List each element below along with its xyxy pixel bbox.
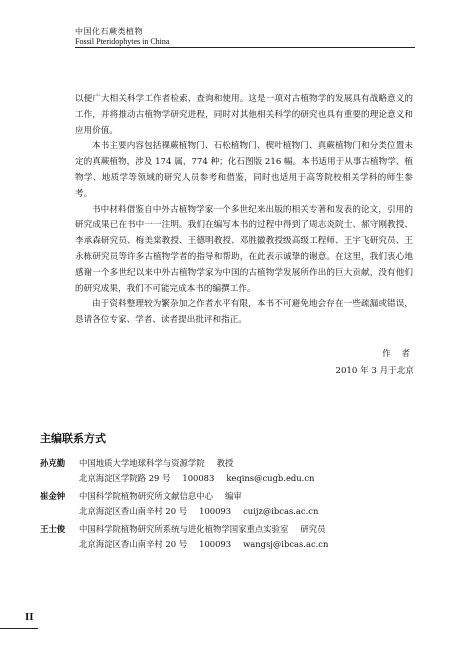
contact-entry	[40, 456, 420, 486]
contact-address: 北京海淀区香山南辛村 20 号	[79, 506, 188, 516]
contact-affiliation: 中国地质大学地球科学与资源学院	[79, 458, 205, 468]
contact-email: cuijz@ibcas.ac.cn	[243, 506, 319, 516]
contact-postcode: 100093	[199, 506, 232, 516]
running-header	[75, 27, 169, 46]
page-number: II	[25, 611, 34, 623]
book-title-en: Fossil Pteridophytes in China	[75, 37, 170, 46]
contact-email: wangsj@ibcas.ac.cn	[243, 539, 329, 549]
contact-affiliation: 中国科学院植物研究所系统与进化植物学国家重点实验室	[79, 524, 289, 534]
header-rule	[75, 47, 415, 48]
contacts-title: 主编联系方式	[40, 432, 106, 445]
preface-date: 2010 年 3 月于北京	[335, 366, 414, 376]
contact-role: 教授	[216, 458, 234, 468]
contact-role: 编审	[225, 491, 242, 501]
contact-name: 崔金钟	[40, 491, 66, 501]
contact-postcode: 100083	[182, 473, 215, 483]
contact-role: 研究员	[300, 524, 326, 534]
book-title-zh: 中国化石蕨类植物	[75, 27, 143, 36]
preface-paragraph: 本书主要内容包括裸蕨植物门、石松植物门、楔叶植物门、真蕨植物门和分类位置未定的真蕨植物，涉及 174 属，774 种；化石图版 216 幅。本书适用于从事古植物学、植物学、地质学等领域的研究人员参考和借鉴，同时也适用于高等院校相关学科的师生参考。	[75, 141, 413, 199]
contact-address: 北京海淀区学院路 29 号	[79, 473, 171, 483]
contact-postcode: 100093	[199, 539, 232, 549]
preface-paragraph: 书中材料借鉴自中外古植物学家一个多世纪来出版的相关专著和发表的论文，引用的研究成果已在书中一一注明。我们在编写本书的过程中得到了周志炎院士、郝守刚教授、李承森研究员、梅美棠教授、王德明教授、邓胜徽教授级高级工程师、王宇飞研究员、王永栋研究员等许多古植物学者的指导和帮助，在此表示诚挚的谢意。在这里，我们衷心地感谢一个多世纪以来中外古植物学家为中国的古植物学发展所作出的巨大贡献，没有他们的研究成果，我们不可能完成本书的编撰工作。	[75, 204, 413, 294]
contact-name: 孙克勤	[40, 458, 66, 468]
contact-name: 王士俊	[40, 524, 66, 534]
contacts-list	[40, 456, 420, 555]
preface-paragraph: 以便广大相关科学工作者检索、查询和使用。这是一项对古植物学的发展具有战略意义的工作，并将推动古植物学研究进程，同时对其他相关科学的研究也具有重要的理论意义和应用价值。	[75, 94, 413, 136]
footer-rule	[0, 628, 38, 629]
preface-signature: 作 者	[382, 349, 414, 359]
contact-entry	[40, 522, 420, 552]
contact-email: keqins@cugb.edu.cn	[226, 473, 315, 483]
contact-entry	[40, 489, 420, 519]
contact-affiliation: 中国科学院植物研究所文献信息中心	[79, 491, 213, 501]
preface-paragraph: 由于资料整理较为繁杂加之作者水平有限，本书不可避免地会存在一些疏漏或错误，恳请各位专家、学者、读者提出批评和指正。	[75, 299, 413, 326]
contact-address: 北京海淀区香山南辛村 20 号	[79, 539, 188, 549]
preface-body	[75, 92, 413, 329]
